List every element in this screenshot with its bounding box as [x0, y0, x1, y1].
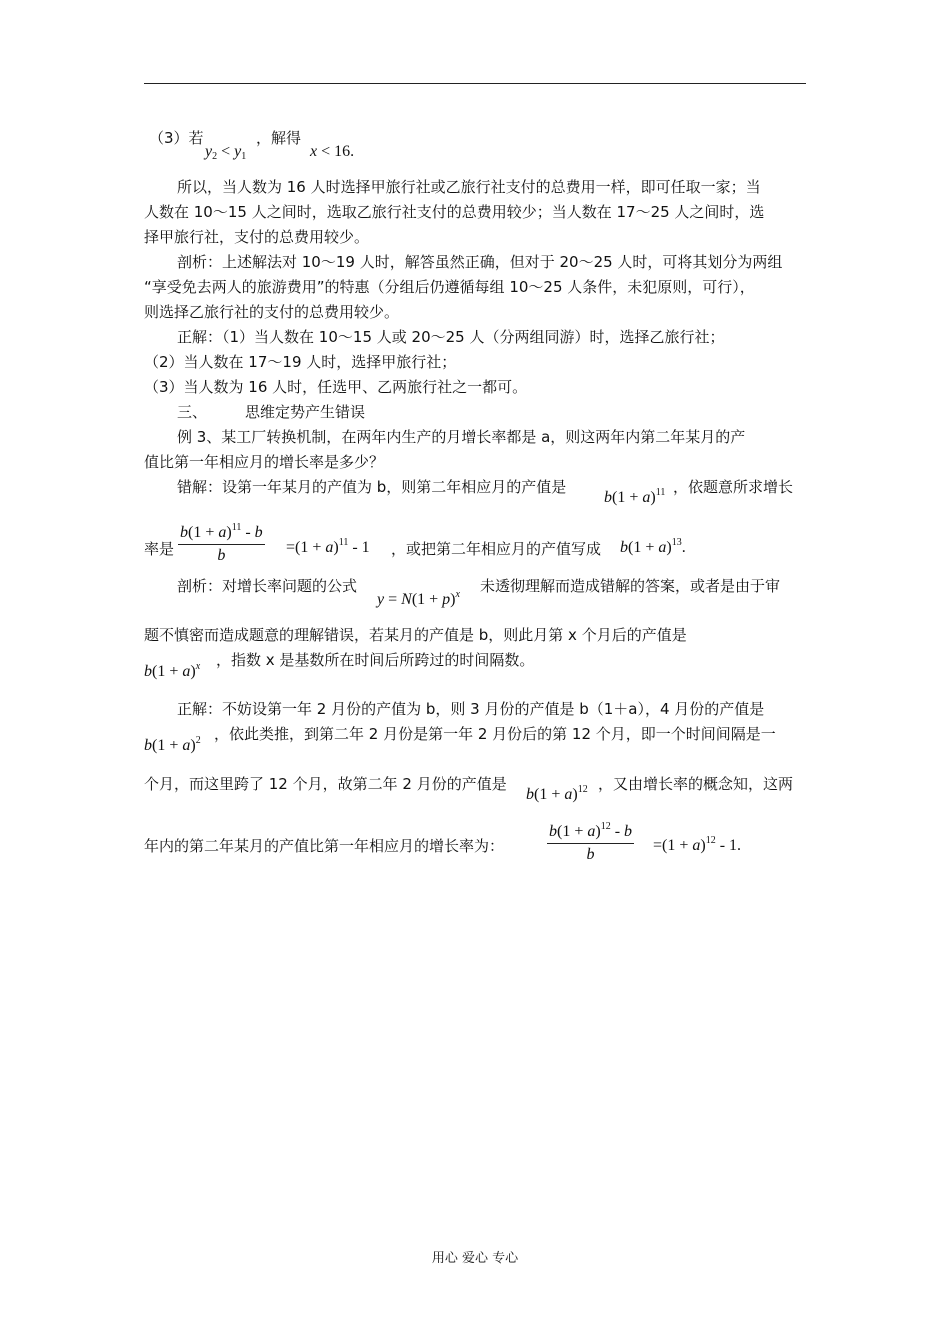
text-line: ，依题意所求增长 [673, 478, 794, 496]
text-line: 所以，当人数为 16 人时选择甲旅行社或乙旅行社支付的总费用一样，即可任取一家；当 [177, 178, 761, 196]
text-line: 未透彻理解而造成错解的答案，或者是由于审 [480, 577, 781, 595]
math-expression: $=(1 + a)^{12} - 1$. [653, 835, 742, 854]
text-line: 率是 [144, 540, 175, 558]
text-line: 年内的第二年某月的产值比第一年相应月的增长率为： [144, 837, 505, 855]
math-inequality: x < 16. [310, 143, 355, 160]
header-rule [144, 83, 806, 84]
text-line: 正解：（1）当人数在 10～15 人或 20～25 人（分两组同游）时，选择乙旅行社； [177, 328, 725, 346]
math-expression: $b(1 + a)^2$ [144, 735, 201, 754]
math-fraction: $\frac{b(1 + a)^{11} - b}{b}$ [180, 522, 263, 564]
math-expression: $b(1 + a)^{13}$. [620, 537, 686, 556]
text-line: （3）若 [149, 129, 204, 147]
text-line: 例 3、某工厂转换机制，在两年内生产的月增长率都是 a，则这两年内第二年某月的产 [177, 428, 746, 446]
page-footer: 用心 爱心 专心 [431, 1251, 519, 1266]
math-formula: $y = N(1 + p)^x$ [377, 589, 460, 608]
text-line: 个月，而这里跨了 12 个月，故第二年 2 月份的产值是 [144, 775, 507, 793]
text-line: 择甲旅行社，支付的总费用较少。 [144, 228, 370, 246]
text-line: “享受免去两人的旅游费用”的特惠（分组后仍遵循每组 10～25 人条件，未犯原则，可行）， [144, 278, 755, 296]
text-line: ，指数 x 是基数所在时间后所跨过的时间隔数。 [216, 651, 535, 669]
math-expression: $b(1 + a)^x$ [144, 661, 201, 680]
section-title: 思维定势产生错误 [245, 403, 366, 421]
text-line: 错解：设第一年某月的产值为 b，则第二年相应月的产值是 [177, 478, 567, 496]
text-line: 正解：不妨设第一年 2 月份的产值为 b，则 3 月份的产值是 b（1＋a），4 月份的产值是 [177, 700, 765, 718]
math-expression: $b(1 + a)^{12}$ [526, 784, 588, 803]
text-line: ，又由增长率的概念知，这两 [598, 775, 794, 793]
text-line: （3）当人数为 16 人时，任选甲、乙两旅行社之一都可。 [144, 378, 528, 396]
text-line: 剖析：对增长率问题的公式 [177, 577, 358, 595]
text-line: 值比第一年相应月的增长率是多少？ [144, 453, 385, 471]
math-fraction: $\frac{b(1 + a)^{12} - b}{b}$ [549, 821, 633, 863]
text-line: 则选择乙旅行社的支付的总费用较少。 [144, 303, 400, 321]
section-number: 三、 [177, 403, 208, 421]
math-expression: $b(1 + a)^{11}$ [604, 487, 666, 506]
text-line: 剖析：上述解法对 10～19 人时，解答虽然正确，但对于 20～25 人时，可将其划分为两组 [177, 253, 783, 271]
math-expression: $=(1 + a)^{11} - 1$ [286, 537, 370, 556]
text-line: ，解得 [256, 129, 302, 147]
text-line: ，依此类推，到第二年 2 月份是第一年 2 月份后的第 12 个月，即一个时间间隔是一 [214, 725, 776, 743]
math-inequality: $y_2 < y_1$ [205, 143, 247, 162]
text-line: ，或把第二年相应月的产值写成 [391, 540, 602, 558]
text-line: （2）当人数在 17～19 人时，选择甲旅行社； [144, 353, 457, 371]
text-line: 人数在 10～15 人之间时，选取乙旅行社支付的总费用较少；当人数在 17～25 人之间时，选 [144, 203, 765, 221]
text-line: 题不慎密而造成题意的理解错误，若某月的产值是 b，则此月第 x 个月后的产值是 [144, 626, 687, 644]
